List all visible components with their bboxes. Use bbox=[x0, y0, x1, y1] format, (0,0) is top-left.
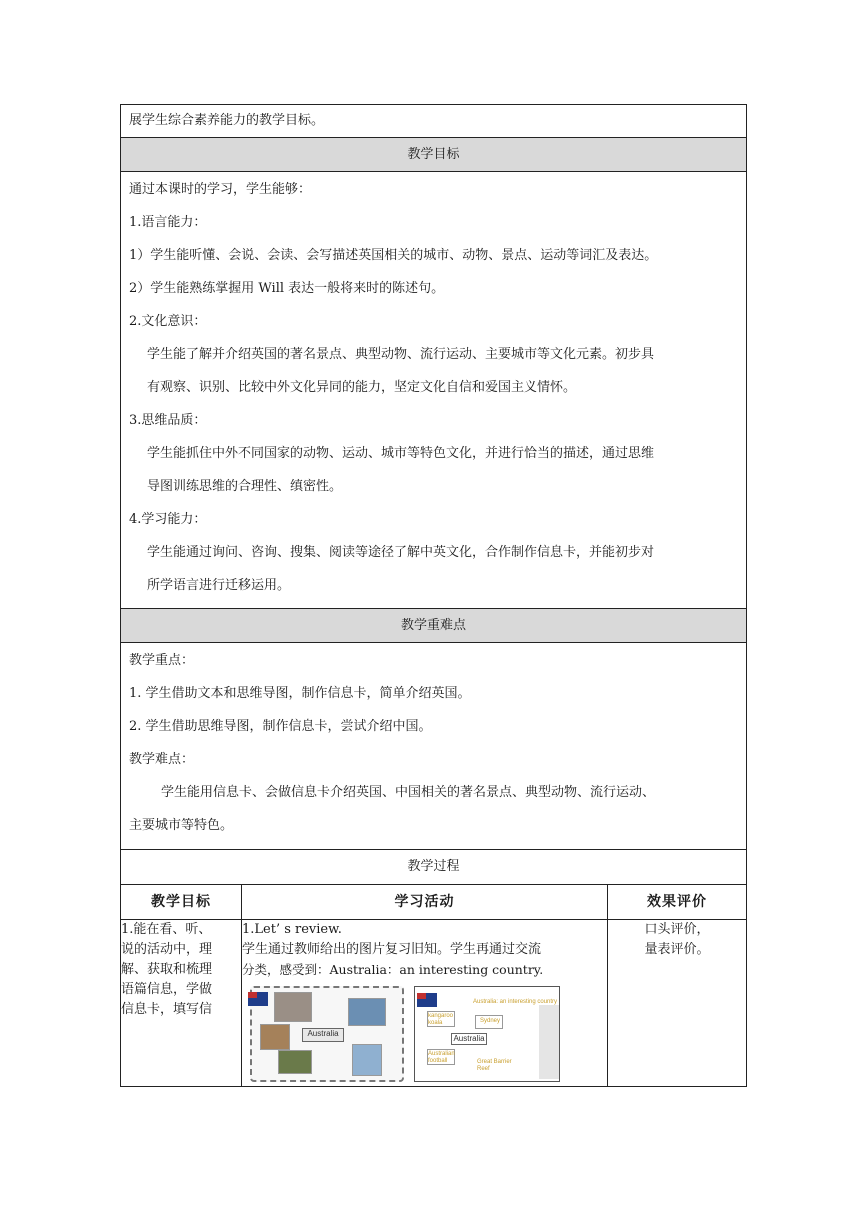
objectives-body bbox=[121, 172, 747, 609]
goal-line: 说的活动中，理 bbox=[121, 942, 213, 957]
activity-line: 分类，感受到：Australia：an interesting country. bbox=[242, 962, 544, 977]
activity-line: 学生通过教师给出的图片复习旧知。学生再通过交流 bbox=[242, 942, 542, 957]
key-point-line: 学生能用信息卡、会做信息卡介绍英国、中国相关的著名景点、典型动物、流行运动、 bbox=[161, 785, 656, 800]
column-header-evaluation: 效果评价 bbox=[608, 885, 747, 920]
card-center-label: Australia bbox=[451, 1033, 487, 1045]
column-header-goal: 教学目标 bbox=[121, 885, 242, 920]
objective-line: 学生能了解并介绍英国的著名景点、典型动物、流行运动、主要城市等文化元素。初步具 bbox=[147, 347, 655, 362]
opera-house-photo bbox=[348, 998, 386, 1026]
key-points-heading: 教学重难点 bbox=[121, 609, 747, 643]
card-label-sport: Australian football bbox=[428, 1051, 455, 1064]
australia-flag-icon bbox=[417, 993, 437, 1007]
activity-cell bbox=[242, 920, 608, 1087]
objective-line: 学生能通过询问、咨询、搜集、阅读等途径了解中英文化，合作制作信息卡，并能初步对 bbox=[147, 545, 655, 560]
key-point-line: 教学难点： bbox=[129, 752, 195, 767]
objective-line: 有观察、识别、比较中外文化异同的能力，坚定文化自信和爱国主义情怀。 bbox=[147, 380, 577, 395]
process-heading: 教学过程 bbox=[121, 850, 747, 885]
column-header-activity: 学习活动 bbox=[242, 885, 608, 920]
people-photo bbox=[352, 1044, 382, 1076]
goal-line: 语篇信息，学做 bbox=[121, 982, 213, 997]
kangaroo-photo bbox=[260, 1024, 290, 1050]
card-label-animals: kangaroo koala bbox=[428, 1013, 454, 1026]
key-point-line: 教学重点： bbox=[129, 653, 195, 668]
key-points-body bbox=[121, 643, 747, 850]
key-point-line: 主要城市等特色。 bbox=[129, 818, 234, 833]
intro-line: 展学生综合素养能力的教学目标。 bbox=[129, 113, 325, 128]
objective-line: 通过本课时的学习，学生能够： bbox=[129, 182, 312, 197]
koala-photo bbox=[274, 992, 312, 1022]
objective-line: 所学语言进行迁移运用。 bbox=[147, 578, 291, 593]
card-side-panel bbox=[539, 1005, 559, 1079]
goal-line: 解、获取和梳理 bbox=[121, 962, 213, 977]
australia-center-label: Australia bbox=[302, 1028, 344, 1042]
card-title-label: Australia: an interesting country bbox=[473, 999, 558, 1005]
activity-images bbox=[242, 986, 607, 1086]
info-card-picture bbox=[414, 986, 560, 1082]
objective-line: 1.语言能力： bbox=[129, 215, 207, 230]
activity-line: 1.Let’ s review. bbox=[242, 922, 342, 937]
objective-line: 4.学习能力： bbox=[129, 512, 207, 527]
review-picture-map bbox=[250, 986, 404, 1082]
key-point-line: 1. 学生借助文本和思维导图，制作信息卡，简单介绍英国。 bbox=[129, 686, 471, 701]
evaluation-cell bbox=[608, 920, 747, 1087]
football-photo bbox=[278, 1050, 312, 1074]
objective-line: 1）学生能听懂、会说、会读、会写描述英国相关的城市、动物、景点、运动等词汇及表达。 bbox=[129, 248, 658, 263]
objective-line: 2）学生能熟练掌握用 Will 表达一般将来时的陈述句。 bbox=[129, 281, 445, 296]
evaluation-line: 口头评价， bbox=[644, 922, 710, 937]
objective-line: 学生能抓住中外不同国家的动物、运动、城市等特色文化，并进行恰当的描述，通过思维 bbox=[147, 446, 655, 461]
key-point-line: 2. 学生借助思维导图，制作信息卡，尝试介绍中国。 bbox=[129, 719, 432, 734]
goal-line: 1.能在看、听、 bbox=[121, 922, 212, 937]
goal-cell bbox=[121, 920, 242, 1087]
intro-cell bbox=[121, 105, 747, 138]
objective-line: 导图训练思维的合理性、缜密性。 bbox=[147, 479, 343, 494]
objective-line: 2.文化意识： bbox=[129, 314, 207, 329]
goal-line: 信息卡，填写信 bbox=[121, 1002, 213, 1017]
card-label-place: Great Barrier Reef bbox=[477, 1059, 512, 1072]
australia-flag-icon bbox=[248, 992, 268, 1006]
objectives-heading: 教学目标 bbox=[121, 138, 747, 172]
card-label-city: Sydney bbox=[480, 1018, 501, 1024]
objective-line: 3.思维品质： bbox=[129, 413, 207, 428]
lesson-plan-table bbox=[120, 104, 747, 1087]
evaluation-line: 量表评价。 bbox=[644, 942, 710, 957]
